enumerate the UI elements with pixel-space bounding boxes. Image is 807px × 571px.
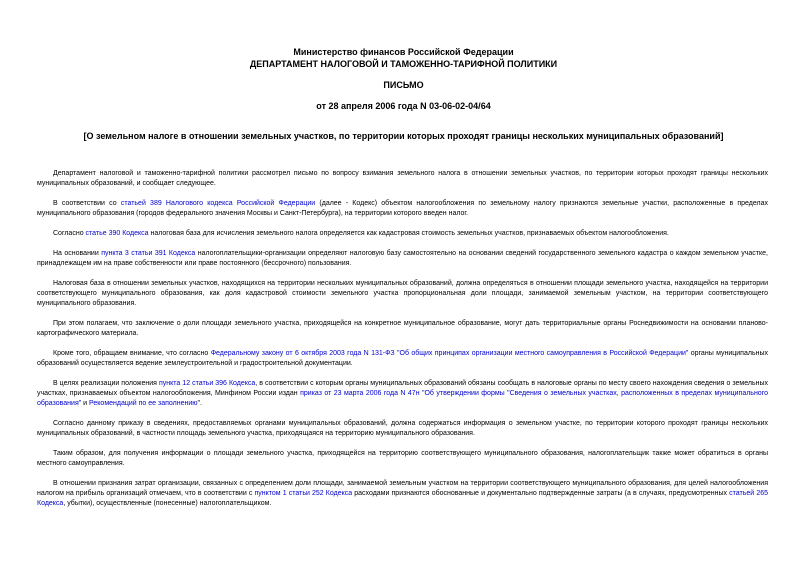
law-reference-link[interactable]: Рекомендаций по ее заполнению (89, 400, 198, 407)
paragraph (37, 169, 768, 189)
paragraph-text: В соответствии со (53, 200, 121, 207)
document-type: ПИСЬМО (383, 80, 424, 90)
document-date: от 28 апреля 2006 года N 03-06-02-04/64 (316, 101, 491, 111)
law-reference-link[interactable]: пунктом 1 статьи 252 Кодекса (254, 490, 353, 497)
law-reference-link[interactable]: статье 390 Кодекса (85, 230, 149, 237)
paragraph-text: В отношении признания затрат организации, связанных с определением доли площади, занимаемой земельным участком на территории соответствующего муниципального образования, для целей налогообложения налогом на прибыль организаций отмечаем, что в соответствии с (37, 480, 768, 497)
paragraph (37, 199, 768, 219)
paragraph-text: Кроме того, обращаем внимание, что согласно (53, 350, 211, 357)
law-reference-link[interactable]: Федеральному закону от 6 октября 2003 года N 131-ФЗ "Об общих принципах организации местного самоуправления в Российской Федерации" (210, 350, 689, 357)
paragraph-text: Налоговая база в отношении земельных участков, находящихся на территории нескольких муниципальных образований, должна определяться в отношении площади земельного участка, находящейся на территории соответствующего муниципального образования, как доля кадастровой стоимости земельного участка пропорциональная доли площади, занимаемой земельным участком, на территории соответствующего муниципального образования. (37, 280, 768, 307)
paragraph (37, 319, 768, 339)
paragraph (37, 349, 768, 369)
paragraph-text: и (81, 400, 90, 407)
paragraph-text: Таким образом, для получения информации о площади земельного участка, приходящейся на территорию соответствующего муниципального образования, налогоплательщик также может обратиться в органы местного самоуправления. (37, 450, 768, 467)
department-name: ДЕПАРТАМЕНТ НАЛОГОВОЙ И ТАМОЖЕННО-ТАРИФНОЙ ПОЛИТИКИ (249, 59, 558, 69)
paragraph (37, 249, 768, 269)
paragraph-text: При этом полагаем, что заключение о доли площади земельного участка, приходящейся на конкретное муниципальное образование, могут дать территориальные органы Роснедвижимости на основании планово-картографического материала. (37, 320, 768, 337)
paragraph-text: Департамент налоговой и таможенно-тарифной политики рассмотрел письмо по вопросу взимания земельного налога в отношении земельных участков, по территории которых проходят границы нескольких муниципальных образований, и сообщает следующее. (37, 170, 768, 187)
law-reference-link[interactable]: статьей 389 Налогового кодекса Российской Федерации (120, 200, 316, 207)
paragraph (37, 449, 768, 469)
ministry-name: Министерство финансов Российской Федерации (293, 47, 514, 57)
paragraph-text: налоговая база для исчисления земельного налога определяется как кадастровая стоимость земельных участков, признаваемых объектом налогообложения. (148, 230, 669, 237)
paragraph-text: В целях реализации положения (53, 380, 159, 387)
paragraph (37, 419, 768, 439)
paragraph (37, 379, 768, 409)
paragraph-text: органы муниципальных образований осуществляется ведение землеустроительной и градостроительной документации. (37, 350, 768, 367)
paragraph-text: Согласно (53, 230, 86, 237)
paragraph-text: налогоплательщики-организации определяют налоговую базу самостоятельно на основании сведений государственного земельного кадастра о каждом земельном участке, принадлежащем им на праве собственности или праве постоянного (бессрочного) пользования. (37, 250, 768, 267)
paragraph-text: Согласно данному приказу в сведениях, предоставляемых органами муниципальных образований, должна содержаться информация о земельном участке, по территории которого проходят границы нескольких муниципальных образований, в частности площадь земельного участка, приходящаяся на территорию муниципального образования. (37, 420, 768, 437)
document-body (37, 169, 768, 519)
law-reference-link[interactable]: статьей 265 Кодекса (37, 490, 768, 507)
paragraph-text: , в соответствии с которым органы муниципальных образований обязаны сообщать в налоговые органы по месту своего нахождения сведения о земельных участках, признаваемых объектом налогообложения, Минфином России издан (37, 380, 768, 397)
paragraph (37, 479, 768, 509)
paragraph-text: На основании (53, 250, 102, 257)
paragraph-text: , убытки), осуществленные (понесенные) налогоплательщиком. (63, 500, 272, 507)
paragraph-text: (далее - Кодекс) объектом налогообложения по земельному налогу признаются земельные участки, расположенные в пределах муниципального образования (городов федерального значения Москвы и Санкт-Петербурга), на территории которого введен налог. (37, 200, 769, 217)
document-subject: [О земельном налоге в отношении земельных участков, по территории которых проходят границы нескольких муниципальных образований] (83, 131, 724, 141)
paragraph-text: ". (197, 400, 202, 407)
paragraph (37, 229, 768, 239)
law-reference-link[interactable]: приказ от 23 марта 2006 года N 47н "Об утверждении формы "Сведения о земельных участках, расположенных в пределах муниципального образования" (37, 390, 768, 407)
paragraph (37, 279, 768, 309)
paragraph-text: расходами признаются обоснованные и документально подтвержденные затраты (а в случаях, предусмотренных (352, 490, 730, 497)
law-reference-link[interactable]: пункта 3 статьи 391 Кодекса (101, 250, 196, 257)
law-reference-link[interactable]: пункта 12 статьи 396 Кодекса (158, 380, 256, 387)
